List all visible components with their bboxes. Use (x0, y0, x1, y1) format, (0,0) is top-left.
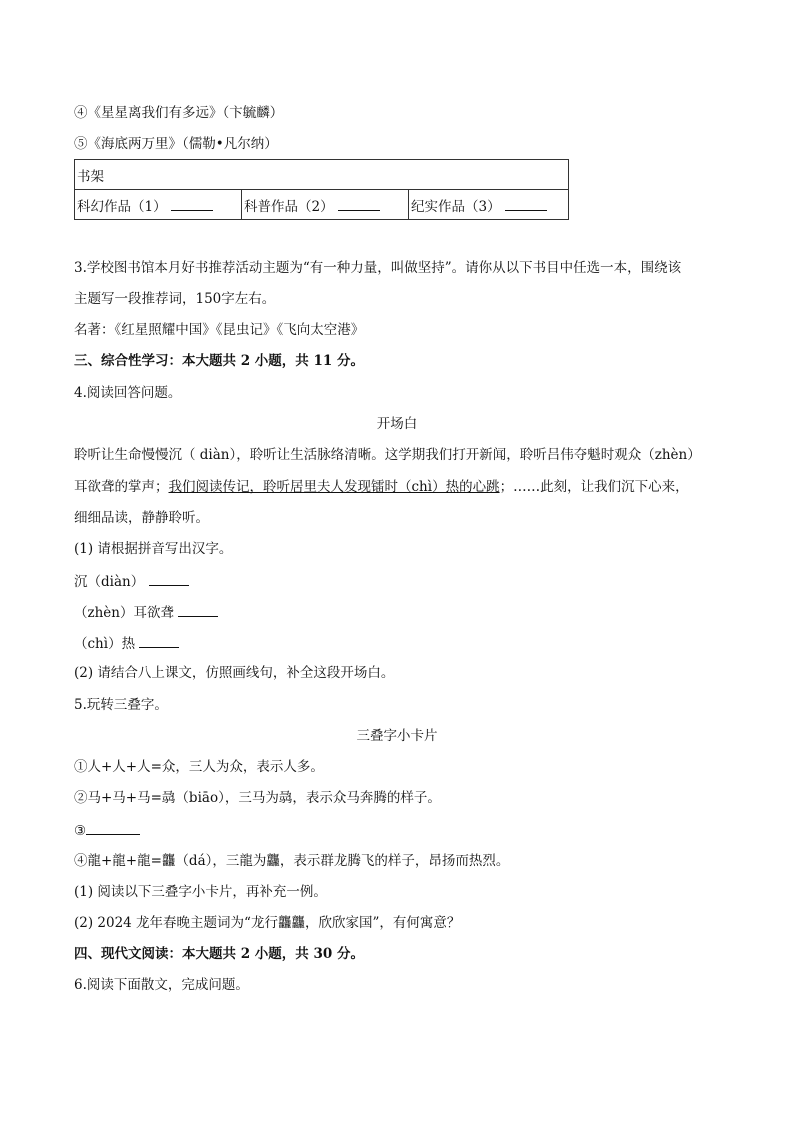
card-number: ③ (74, 823, 87, 839)
q4-stem: 4.阅读回答问题。 (74, 385, 182, 401)
q5-stem: 5.玩转三叠字。 (74, 697, 168, 713)
answer-blank[interactable] (171, 196, 213, 211)
q5-card-3 (74, 820, 140, 840)
bookshelf-header: 书架 (75, 160, 569, 190)
answer-blank[interactable] (338, 196, 380, 211)
answer-blank[interactable] (178, 602, 218, 617)
answer-blank[interactable] (505, 196, 547, 211)
q6-stem: 6.阅读下面散文，完成问题。 (74, 977, 249, 993)
q5-card-4: ④龍+龍+龍=龘（dá），三龍为龘，表示群龙腾飞的样子，昂扬而热烈。 (74, 853, 510, 869)
fill-label: （zhèn）耳欲聋 (74, 605, 174, 621)
answer-blank[interactable] (139, 633, 179, 648)
fill-label: 沉（diàn） (74, 574, 145, 590)
q5-card-2: ②马+马+马=骉（biāo），三马为骉，表示众马奔腾的样子。 (74, 790, 441, 806)
q3-line2: 主题写一段推荐词，150字左右。 (74, 291, 276, 307)
q4-title: 开场白 (376, 416, 418, 432)
q4-sub1: (1) 请根据拼音写出汉字。 (74, 541, 233, 557)
q4-fill-1 (74, 571, 189, 591)
q4-sub2: (2) 请结合八上课文，仿照画线句，补全这段开场白。 (74, 665, 395, 681)
q4-para-line3: 细细品读，静静聆听。 (74, 510, 209, 526)
q4-fill-2 (74, 602, 218, 622)
bookshelf-table (74, 159, 569, 220)
book-item-5: ⑤《海底两万里》（儒勒•凡尔纳） (74, 136, 278, 152)
q3-line1: 3.学校图书馆本月好书推荐活动主题为“有一种力量，叫做坚持”。请你从以下书目中任选一本，围绕该 (74, 260, 682, 276)
book-item-4: ④《星星离我们有多远》（卞毓麟） (74, 105, 284, 121)
fill-label: （chì）热 (74, 636, 136, 652)
bookshelf-cell-scifi (75, 190, 242, 220)
q4-para-line2 (74, 478, 689, 496)
q5-sub1: (1) 阅读以下三叠字小卡片，再补充一例。 (74, 884, 327, 900)
q5-card-1: ①人+人+人=众，三人为众，表示人多。 (74, 759, 324, 775)
q5-title: 三叠字小卡片 (356, 728, 438, 744)
bookshelf-cell-label: 纪实作品（3） (411, 198, 501, 215)
q4-underlined-sentence: 我们阅读传记，聆听居里夫人发现镭时（chì）热的心跳 (168, 479, 500, 495)
bookshelf-cell-nonfiction (409, 190, 569, 220)
q4-para-pre: 耳欲聋的掌声； (74, 479, 169, 495)
q4-para-post: ；……此刻，让我们沉下心来， (499, 479, 689, 495)
bookshelf-cell-label: 科幻作品（1） (77, 198, 167, 215)
answer-blank[interactable] (149, 571, 189, 586)
q5-sub2: (2) 2024 龙年春晚主题词为“龙行龘龘，欣欣家国”，有何寓意？ (74, 915, 461, 931)
section-4-heading: 四、现代文阅读：本大题共 2 小题，共 30 分。 (74, 946, 364, 962)
q4-fill-3 (74, 633, 179, 653)
q3-books: 名著：《红星照耀中国》《昆虫记》《飞向太空港》 (74, 322, 365, 338)
bookshelf-cell-popsci (242, 190, 409, 220)
q4-para-line1: 聆听让生命慢慢沉（ diàn），聆听让生活脉络清晰。这学期我们打开新闻，聆听吕伟夺魁时观众（zhèn） (74, 447, 701, 463)
answer-blank[interactable] (86, 820, 140, 835)
section-3-heading: 三、综合性学习：本大题共 2 小题，共 11 分。 (74, 353, 364, 369)
bookshelf-cell-label: 科普作品（2） (244, 198, 334, 215)
